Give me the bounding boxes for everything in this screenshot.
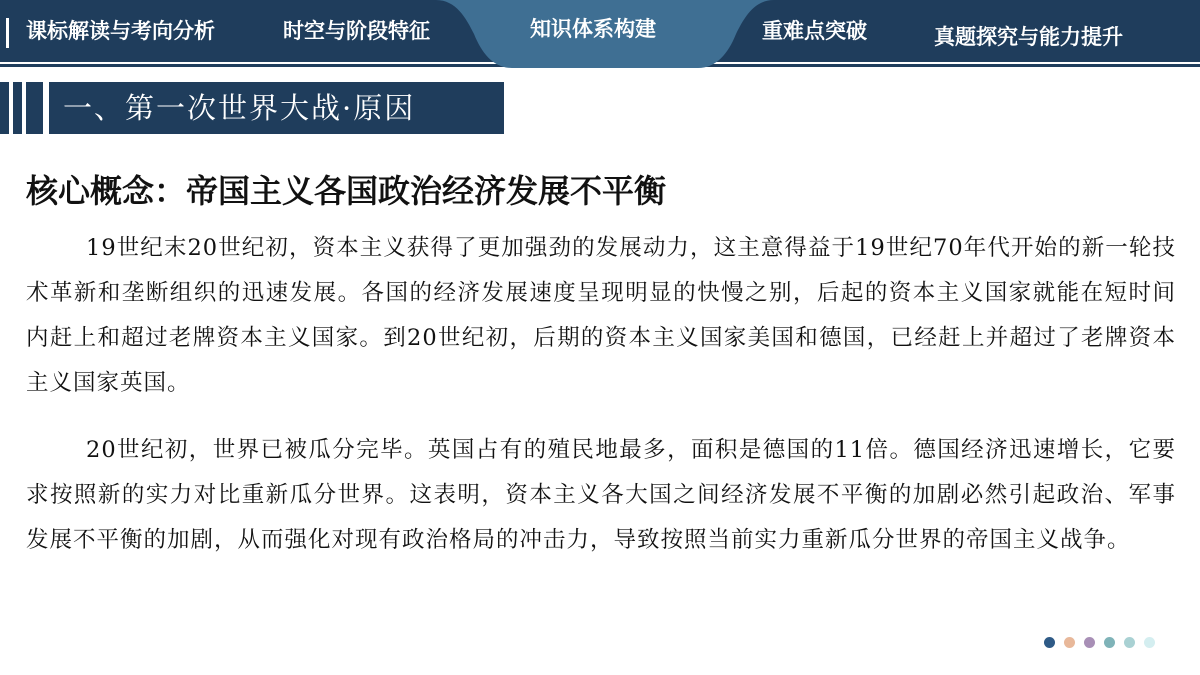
core-concept-heading: 核心概念：帝国主义各国政治经济发展不平衡 — [26, 172, 667, 210]
title-stripe — [26, 82, 43, 134]
pagination-dot[interactable] — [1064, 637, 1075, 648]
title-stripe — [13, 82, 22, 134]
nav-accent-bar — [6, 18, 9, 48]
tab-exam-practice[interactable]: 真题探究与能力提升 — [934, 25, 1123, 49]
pagination-dot[interactable] — [1104, 637, 1115, 648]
tab-curriculum-analysis[interactable]: 课标解读与考向分析 — [26, 19, 215, 43]
tab-key-difficulties[interactable]: 重难点突破 — [762, 19, 867, 43]
paragraph-2: 20世纪初，世界已被瓜分完毕。英国占有的殖民地最多，面积是德国的11倍。德国经济迅速增长，它要求按照新的实力对比重新瓜分世界。这表明，资本主义各大国之间经济发展不平衡的加剧必然引起政治、军事发展不平衡的加剧，从而强化对现有政治格局的冲击力，导致按照当前实力重新瓜分世界的帝国主义战争。 — [26, 437, 1176, 553]
title-stripe — [0, 82, 9, 134]
pagination-dot[interactable] — [1044, 637, 1055, 648]
paragraph-1: 19世纪末20世纪初，资本主义获得了更加强劲的发展动力，这主意得益于19世纪70年代开始的新一轮技术革新和垄断组织的迅速发展。各国的经济发展速度呈现明显的快慢之别，后起的资本主义国家就能在短时间内赶上和超过老牌资本主义国家。到20世纪初，后期的资本主义国家美国和德国，已经赶上并超过了老牌资本主义国家英国。 — [26, 235, 1176, 396]
section-title: 一、第一次世界大战·原因 — [63, 91, 416, 125]
pagination-dot[interactable] — [1084, 637, 1095, 648]
pagination-dot[interactable] — [1144, 637, 1155, 648]
pagination-dot[interactable] — [1124, 637, 1135, 648]
tab-time-space-features[interactable]: 时空与阶段特征 — [283, 19, 430, 43]
tab-knowledge-system[interactable]: 知识体系构建 — [530, 17, 656, 41]
